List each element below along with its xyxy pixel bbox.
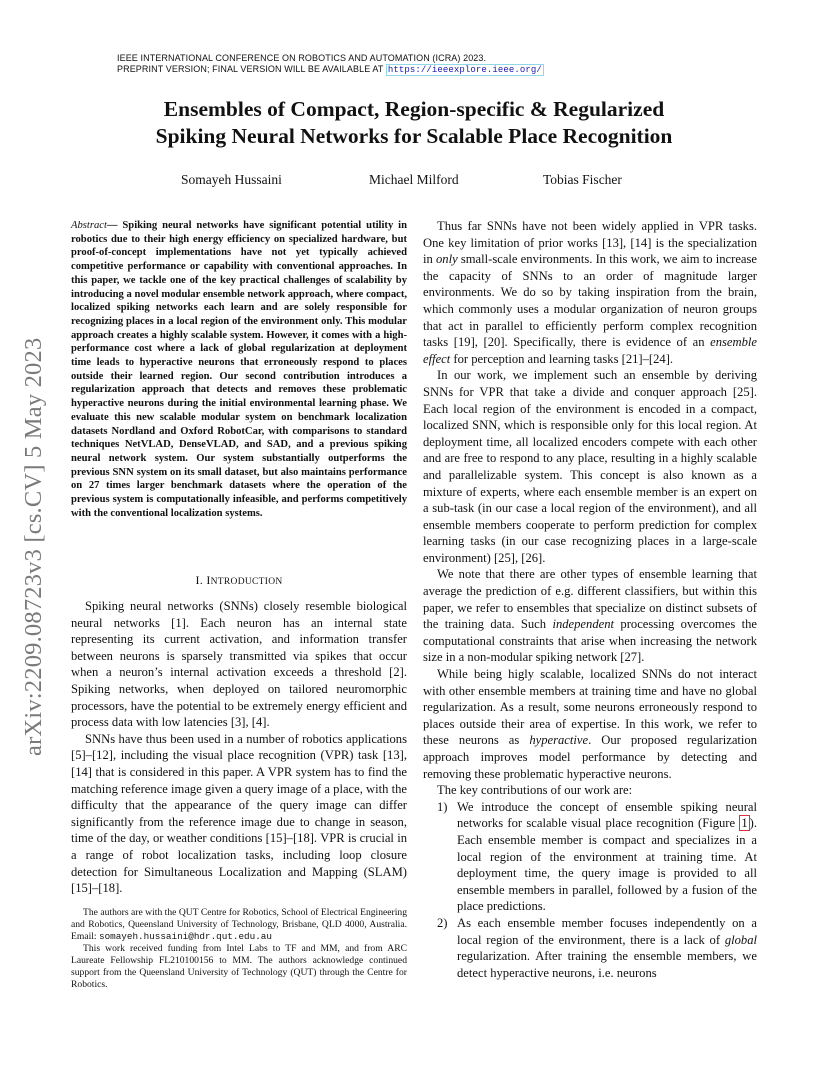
- ieeexplore-link[interactable]: https://ieeexplore.ieee.org/: [387, 65, 542, 75]
- paragraph: We note that there are other types of ensemble learning that average the prediction of e.g. different classifiers, but within this paper, we refer to ensembles that specialize on distinct subsets of the training data. Such independent processing overcomes the computational constraints that arise when increasing the network size in a non-modular spiking network [27].: [423, 567, 757, 665]
- paragraph: Thus far SNNs have not been widely applied in VPR tasks. One key limitation of prior works [13], [14] is the specialization in only small-scale environments. In this work, we aim to increase the capacity of SNNs to an order of magnitude larger environments. We do so by taking inspiration from the brain, which commonly uses a modular organization of neuron groups that act in parallel to efficiently perform complex recognition tasks [19], [20]. Specifically, there is evidence of an ensemble effect for perception and learning tasks [21]–[24].: [423, 219, 757, 366]
- author-2: Michael Milford: [369, 172, 459, 187]
- intro-right-column: [423, 218, 757, 981]
- abstract: [71, 219, 407, 520]
- list-item: 2) As each ensemble member focuses independently on a local region of the environment, there is a lack of global regularization. After training the ensemble members, we detect hyperactive neurons, i.e. neurons: [437, 915, 757, 980]
- paragraph: In our work, we implement such an ensemble by deriving SNNs for VPR that take a divide and conquer approach [25]. Each local region of the environment is encoded in a compact, localized SNN, which is responsible only for this local region. At deployment time, all localized encoders compete with each other and are free to respond to any place, resulting in a highly scalable and parallelizable system. This concept is also known as a mixture of experts, where each ensemble member is an expert on a sub-task (in our case a local region of the environment), and all ensemble members cooperate to perform prediction for complex learning tasks (in our case recognizing places in a large-scale environment) [25], [26].: [423, 368, 757, 565]
- list-item: 1) We introduce the concept of ensemble spiking neural networks for scalable visual place recognition (Figure 1 ). Each ensemble member is compact and specializes in a local region of the environment at training time. At deployment time, the query image is provided to all ensemble members in parallel, followed by a fusion of the place predictions.: [437, 799, 757, 914]
- preprint-line: PREPRINT VERSION; FINAL VERSION WILL BE AVAILABLE AT https://ieeexplore.ieee.org/: [117, 64, 542, 75]
- contributions-list: [423, 799, 757, 982]
- title-line-2: Spiking Neural Networks for Scalable Place Recognition: [155, 124, 673, 148]
- author-3: Tobias Fischer: [543, 172, 622, 187]
- footnote-affiliation: The authors are with the QUT Centre for Robotics, School of Electrical Engineering and Robotics, Queensland University of Technology, Brisbane, QLD 4000, Australia. Email: somayeh.hussaini@hdr.qut.edu.au: [71, 907, 407, 942]
- arxiv-stamp: [20, 286, 50, 756]
- intro-left-column: [71, 598, 407, 897]
- title-line-1: Ensembles of Compact, Region-specific & Regularized: [163, 97, 665, 121]
- arxiv-identifier[interactable]: arXiv:2209.08723v3 [cs.CV] 5 May 2023: [20, 337, 47, 756]
- section-heading-introduction: I. INTRODUCTION: [195, 573, 283, 587]
- paragraph: While being higly scalable, localized SNNs do not interact with other ensemble members at training time and have no global regularization. As a result, some neurons erroneously respond to places outside their area of expertise. In this work, we refer to these neurons as hyperactive. Our proposed regularization approach improves model performance by detecting and removing these problematic hyperactive neurons.: [423, 667, 757, 781]
- author-email[interactable]: somayeh.hussaini@hdr.qut.edu.au: [98, 931, 272, 942]
- footnote: [71, 907, 407, 991]
- author-1: Somayeh Hussaini: [181, 172, 282, 187]
- footnote-funding: This work received funding from Intel Labs to TF and MM, and from ARC Laureate Fellowship FL210100156 to MM. The authors acknowledge continued support from the Queensland University of Technology (QUT) through the Centre for Robotics.: [71, 943, 407, 990]
- contributions-intro: The key contributions of our work are:: [437, 783, 633, 798]
- conference-line: IEEE INTERNATIONAL CONFERENCE ON ROBOTICS AND AUTOMATION (ICRA) 2023.: [117, 53, 487, 63]
- figure-ref-link[interactable]: 1: [741, 816, 748, 831]
- abstract-text: — Spiking neural networks have significant potential utility in robotics due to their high energy efficiency on specialized hardware, but proof-of-concept implementations have not yet typically achieved competitive performance or capability with conventional approaches. In this paper, we tackle one of the key practical challenges of scalability by introducing a novel modular ensemble network approach, where compact, localized spiking networks each learn and are solely responsible for recognizing places in a local region of the environment only. This modular approach creates a highly scalable system. However, it comes with a high-performance cost where a lack of global regularization at deployment time leads to hyperactive neurons that erroneously respond to places outside their learned region. Our second contribution introduces a regularization approach that detects and removes these problematic hyperactive neurons during the initial environmental learning phase. We evaluate this new scalable modular system on benchmark localization datasets Nordland and Oxford RobotCar, with comparisons to standard techniques NetVLAD, DenseVLAD, and SAD, and a previous spiking neural network system. Our system substantially outperforms the previous SNN system on its small dataset, but also maintains performance on 27 times larger benchmark datasets where the operation of the previous system is computationally infeasible, and performs competitively with the conventional localization systems.: [71, 220, 407, 519]
- paragraph: Spiking neural networks (SNNs) closely resemble biological neural networks [1]. Each neuron has an internal state representing its current activation, and information transfer between neurons is sparsely transmitted via spikes that occur when a neuron’s internal activation exceeds a threshold [2]. Spiking networks, when deployed on tailored neuromorphic processors, have the potential to be extremely energy efficient and process data with low latencies [3], [4].: [71, 599, 407, 730]
- preprint-header: [117, 53, 677, 76]
- abstract-label: Abstract: [71, 220, 107, 231]
- paragraph: SNNs have thus been used in a number of robotics applications [5]–[12], including the visual place recognition (VPR) task [13], [14] that is considered in this paper. A VPR system has to find the matching reference image given a query image of a place, with the difficulty that the appearance of the query image can differ significantly from the reference image due to change in season, time of the day, or weather conditions [15]–[18]. VPR is crucial in a range of robot localization tasks, including loop closure detection for Simultaneous Localization and Mapping (SLAM) [15]–[18].: [71, 731, 407, 896]
- paper-title: [60, 96, 768, 150]
